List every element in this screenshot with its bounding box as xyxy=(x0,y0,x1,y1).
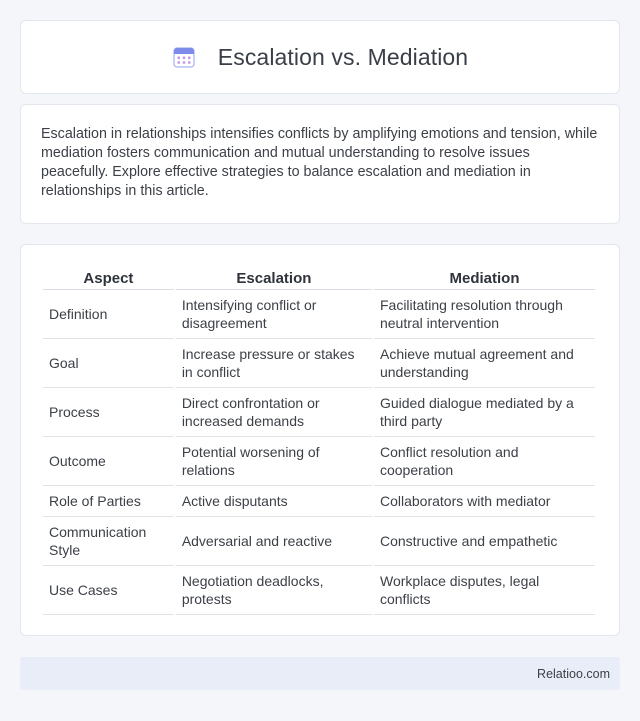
table-row xyxy=(43,388,595,437)
aspect-cell: Process xyxy=(43,388,174,437)
header xyxy=(172,44,468,71)
header-escalation: Escalation xyxy=(176,266,372,290)
mediation-cell: Achieve mutual agreement and understanding xyxy=(374,339,595,388)
table-row xyxy=(43,339,595,388)
table-header-row xyxy=(43,266,595,290)
aspect-cell: Definition xyxy=(43,290,174,339)
escalation-cell: Direct confrontation or increased demands xyxy=(176,388,372,437)
mediation-cell: Guided dialogue mediated by a third party xyxy=(374,388,595,437)
escalation-cell: Increase pressure or stakes in conflict xyxy=(176,339,372,388)
table-row xyxy=(43,566,595,615)
escalation-cell: Intensifying conflict or disagreement xyxy=(176,290,372,339)
comparison-table xyxy=(41,266,597,615)
aspect-cell: Communication Style xyxy=(43,517,174,566)
escalation-cell: Potential worsening of relations xyxy=(176,437,372,486)
mediation-cell: Workplace disputes, legal conflicts xyxy=(374,566,595,615)
header-mediation: Mediation xyxy=(374,266,595,290)
comparison-card xyxy=(20,244,620,636)
escalation-cell: Adversarial and reactive xyxy=(176,517,372,566)
calendar-icon xyxy=(172,45,196,69)
aspect-cell: Role of Parties xyxy=(43,486,174,517)
footer xyxy=(20,657,620,690)
escalation-cell: Negotiation deadlocks, protests xyxy=(176,566,372,615)
mediation-cell: Constructive and empathetic xyxy=(374,517,595,566)
page-title: Escalation vs. Mediation xyxy=(217,43,469,70)
mediation-cell: Collaborators with mediator xyxy=(374,486,595,517)
table-row xyxy=(43,290,595,339)
footer-site-link[interactable]: Relatioo.com xyxy=(537,666,610,681)
header-aspect: Aspect xyxy=(43,266,174,290)
escalation-cell: Active disputants xyxy=(176,486,372,517)
header-card xyxy=(20,20,620,94)
intro-text: Escalation in relationships intensifies conflicts by amplifying emotions and tension, while mediation fosters communication and mutual understanding to resolve issues peacefully. Explore effective strategies to balance escalation and mediation in relationships in this article. xyxy=(41,126,598,199)
table-row xyxy=(43,486,595,517)
table-row xyxy=(43,517,595,566)
intro-card xyxy=(20,104,620,224)
mediation-cell: Facilitating resolution through neutral intervention xyxy=(374,290,595,339)
aspect-cell: Use Cases xyxy=(43,566,174,615)
table-row xyxy=(43,437,595,486)
aspect-cell: Outcome xyxy=(43,437,174,486)
aspect-cell: Goal xyxy=(43,339,174,388)
mediation-cell: Conflict resolution and cooperation xyxy=(374,437,595,486)
